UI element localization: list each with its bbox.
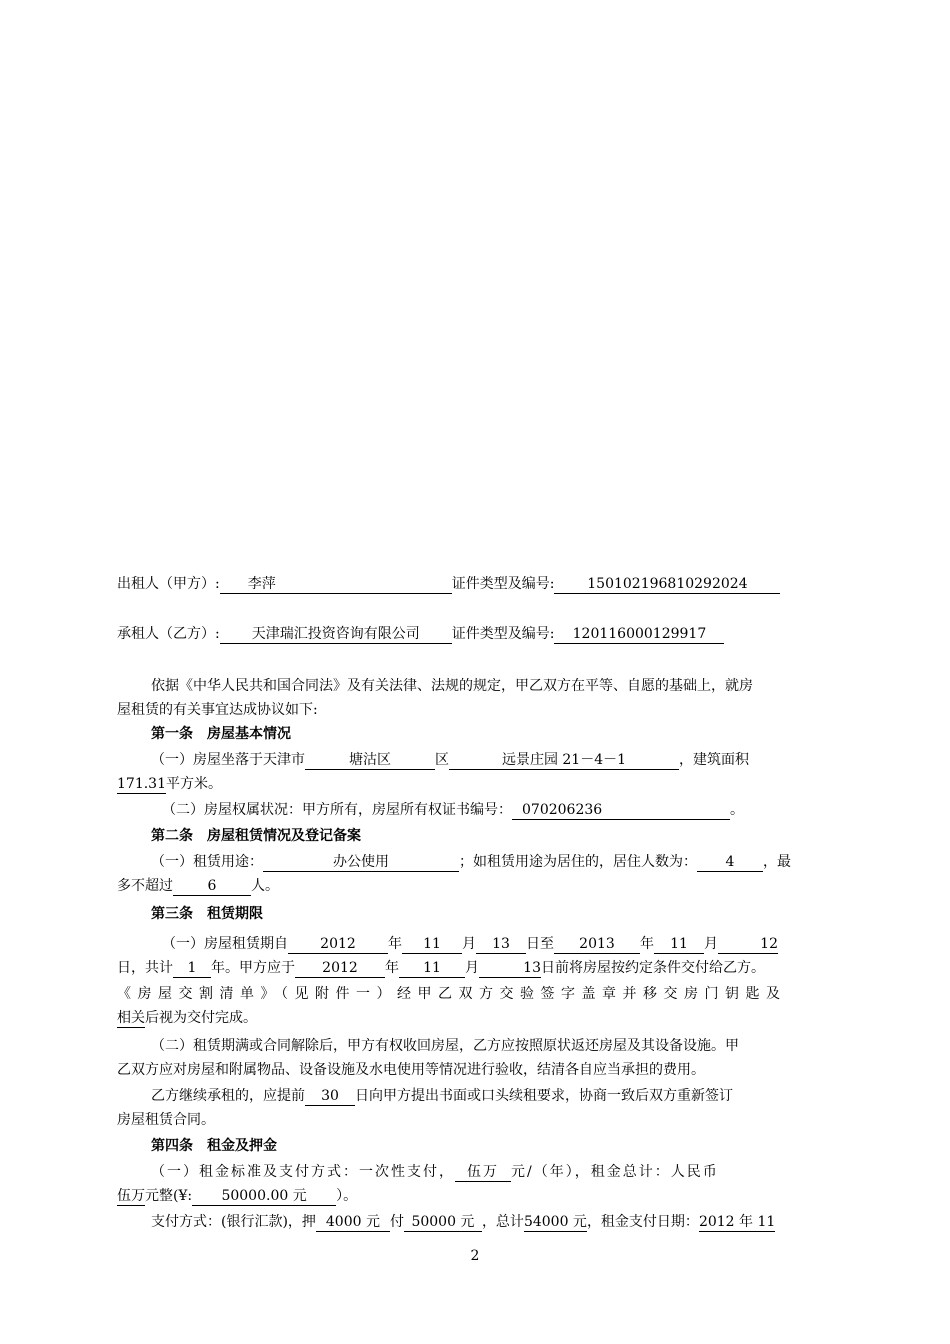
delivery-year-field: 2012	[295, 959, 385, 978]
text-segment: 。	[730, 802, 744, 818]
text-segment: 区	[435, 752, 449, 768]
text-segment: 付	[389, 1214, 404, 1230]
article-3-p3	[117, 1086, 833, 1106]
text-segment: （一）房屋坐落于天津市	[151, 752, 305, 768]
district-field: 塘沽区	[305, 751, 435, 770]
text-segment: 年	[388, 936, 402, 952]
total-word-field: 伍万	[117, 1188, 145, 1204]
text-segment: 年。甲方应于	[211, 960, 295, 976]
text-segment: 月	[465, 960, 479, 976]
text-segment: ；如租赁用途为居住的，居住人数为：	[459, 854, 697, 870]
text-segment: 年	[385, 960, 399, 976]
article-3-p1-cont	[117, 958, 833, 978]
max-residents-field: 6	[173, 877, 251, 896]
end-month-field: 11	[654, 935, 704, 954]
article-2-p1-cont	[117, 876, 833, 896]
term-field: 1	[173, 959, 211, 978]
article-3-p2: （二）租赁期满或合同解除后，甲方有权收回房屋，乙方应按照原状返还房屋及其设备设施。甲	[151, 1038, 739, 1054]
address-field: 远景庄园 21－4－1	[449, 751, 679, 770]
article-4-p1	[117, 1162, 833, 1182]
text-segment: 月	[462, 936, 476, 952]
text-segment: 平方米。	[166, 776, 222, 792]
article-1-p2	[117, 800, 833, 820]
article-2-title: 第二条 房屋租赁情况及登记备案	[151, 828, 361, 844]
text-segment: （一）租赁用途：	[151, 854, 263, 870]
text-segment: ，总计	[481, 1214, 524, 1230]
text-segment: 月	[704, 936, 718, 952]
sum-field: 54000 元	[523, 1214, 587, 1230]
article-3-p1-cont-3	[117, 1008, 833, 1028]
lessor-line	[117, 574, 833, 594]
text-segment: （一）房屋租赁期自	[162, 936, 288, 952]
page-number: 2	[470, 1248, 480, 1264]
article-3-p2-cont: 乙双方应对房屋和附属物品、设备设施及水电使用等情况进行验收，结清各自应当承担的费用。	[117, 1062, 705, 1078]
lessee-id: 120116000129917	[554, 625, 724, 644]
article-3-p3-cont: 房屋租赁合同。	[117, 1112, 215, 1128]
text-segment: 乙方继续承租的，应提前	[151, 1088, 305, 1104]
text-segment: 日至	[526, 936, 554, 952]
delivery-day-field: 13	[479, 959, 541, 978]
article-1-p1-cont	[117, 774, 833, 794]
lessee-label: 承租人（乙方）:	[117, 626, 220, 642]
text-segment: 后视为交付完成。	[145, 1010, 257, 1026]
lessee-name: 天津瑞汇投资咨询有限公司	[220, 625, 452, 644]
lessor-label: 出租人（甲方）:	[117, 576, 220, 592]
pay-date-field: 2012 年 11	[698, 1214, 776, 1230]
cert-number-field: 070206236	[512, 801, 730, 820]
text-segment: ，最	[763, 854, 791, 870]
article-1-p1	[117, 750, 833, 770]
deposit-field: 4000 元	[316, 1213, 390, 1232]
lessor-id: 150102196810292024	[554, 575, 780, 594]
text-segment: 日，共计	[117, 960, 173, 976]
related-text: 相关	[117, 1010, 145, 1026]
article-4-p2	[117, 1212, 833, 1232]
text-segment: ，租金支付日期：	[586, 1214, 699, 1230]
text-segment: 多不超过	[117, 878, 173, 894]
text-segment: 人。	[251, 878, 279, 894]
paid-field: 50000 元	[404, 1213, 482, 1232]
delivery-month-field: 11	[399, 959, 465, 978]
lessor-name: 李萍	[220, 575, 452, 594]
intro-line-1: 依据《中华人民共和国合同法》及有关法律、法规的规定，甲乙双方在平等、自愿的基础上，就房	[151, 678, 753, 694]
id-label-2: 证件类型及编号:	[451, 626, 555, 642]
article-4-title: 第四条 租金及押金	[151, 1138, 277, 1154]
article-3-p1-cont-2: 《房屋交割清单》（见附件一）经甲乙双方交验签字盖章并移交房门钥匙及	[117, 986, 787, 1002]
lessee-line	[117, 624, 833, 644]
text-segment: （二）房屋权属状况：甲方所有	[162, 802, 358, 818]
intro-line-2: 屋租赁的有关事宜达成协议如下:	[117, 702, 318, 718]
residents-field: 4	[697, 853, 763, 872]
start-month-field: 11	[402, 935, 462, 954]
article-3-title: 第三条 租赁期限	[151, 906, 263, 922]
article-3-p1	[117, 934, 833, 954]
text-segment: ，建筑面积	[679, 752, 749, 768]
usage-field: 办公使用	[263, 853, 459, 872]
article-2-p1	[117, 852, 833, 872]
total-amount-field: 50000.00 元	[192, 1187, 336, 1206]
text-segment: 元/（年），租金总计：人民币	[511, 1164, 719, 1180]
text-segment: 日向甲方提出书面或口头续租要求，协商一致后双方重新签订	[355, 1088, 733, 1104]
text-segment: 支付方式：(银行汇款)，押	[151, 1214, 316, 1230]
notice-days-field: 30	[305, 1087, 355, 1106]
end-day-field: 12	[718, 935, 778, 954]
text-segment: 年	[640, 936, 654, 952]
article-1-title: 第一条 房屋基本情况	[151, 726, 291, 742]
area-field: 171.31	[117, 776, 166, 792]
text-segment: 元整(¥:	[145, 1188, 193, 1204]
text-segment: （一）租金标准及支付方式：一次性支付，	[151, 1164, 455, 1180]
rent-word-field: 伍万	[455, 1163, 511, 1182]
end-year-field: 2013	[554, 935, 640, 954]
text-segment: ）。	[336, 1188, 358, 1204]
start-year-field: 2012	[288, 935, 388, 954]
text-segment: ，房屋所有权证书编号：	[358, 802, 512, 818]
id-label: 证件类型及编号:	[451, 576, 555, 592]
article-4-p1-cont	[117, 1186, 833, 1206]
text-segment: 日前将房屋按约定条件交付给乙方。	[541, 960, 765, 976]
start-day-field: 13	[476, 935, 526, 954]
